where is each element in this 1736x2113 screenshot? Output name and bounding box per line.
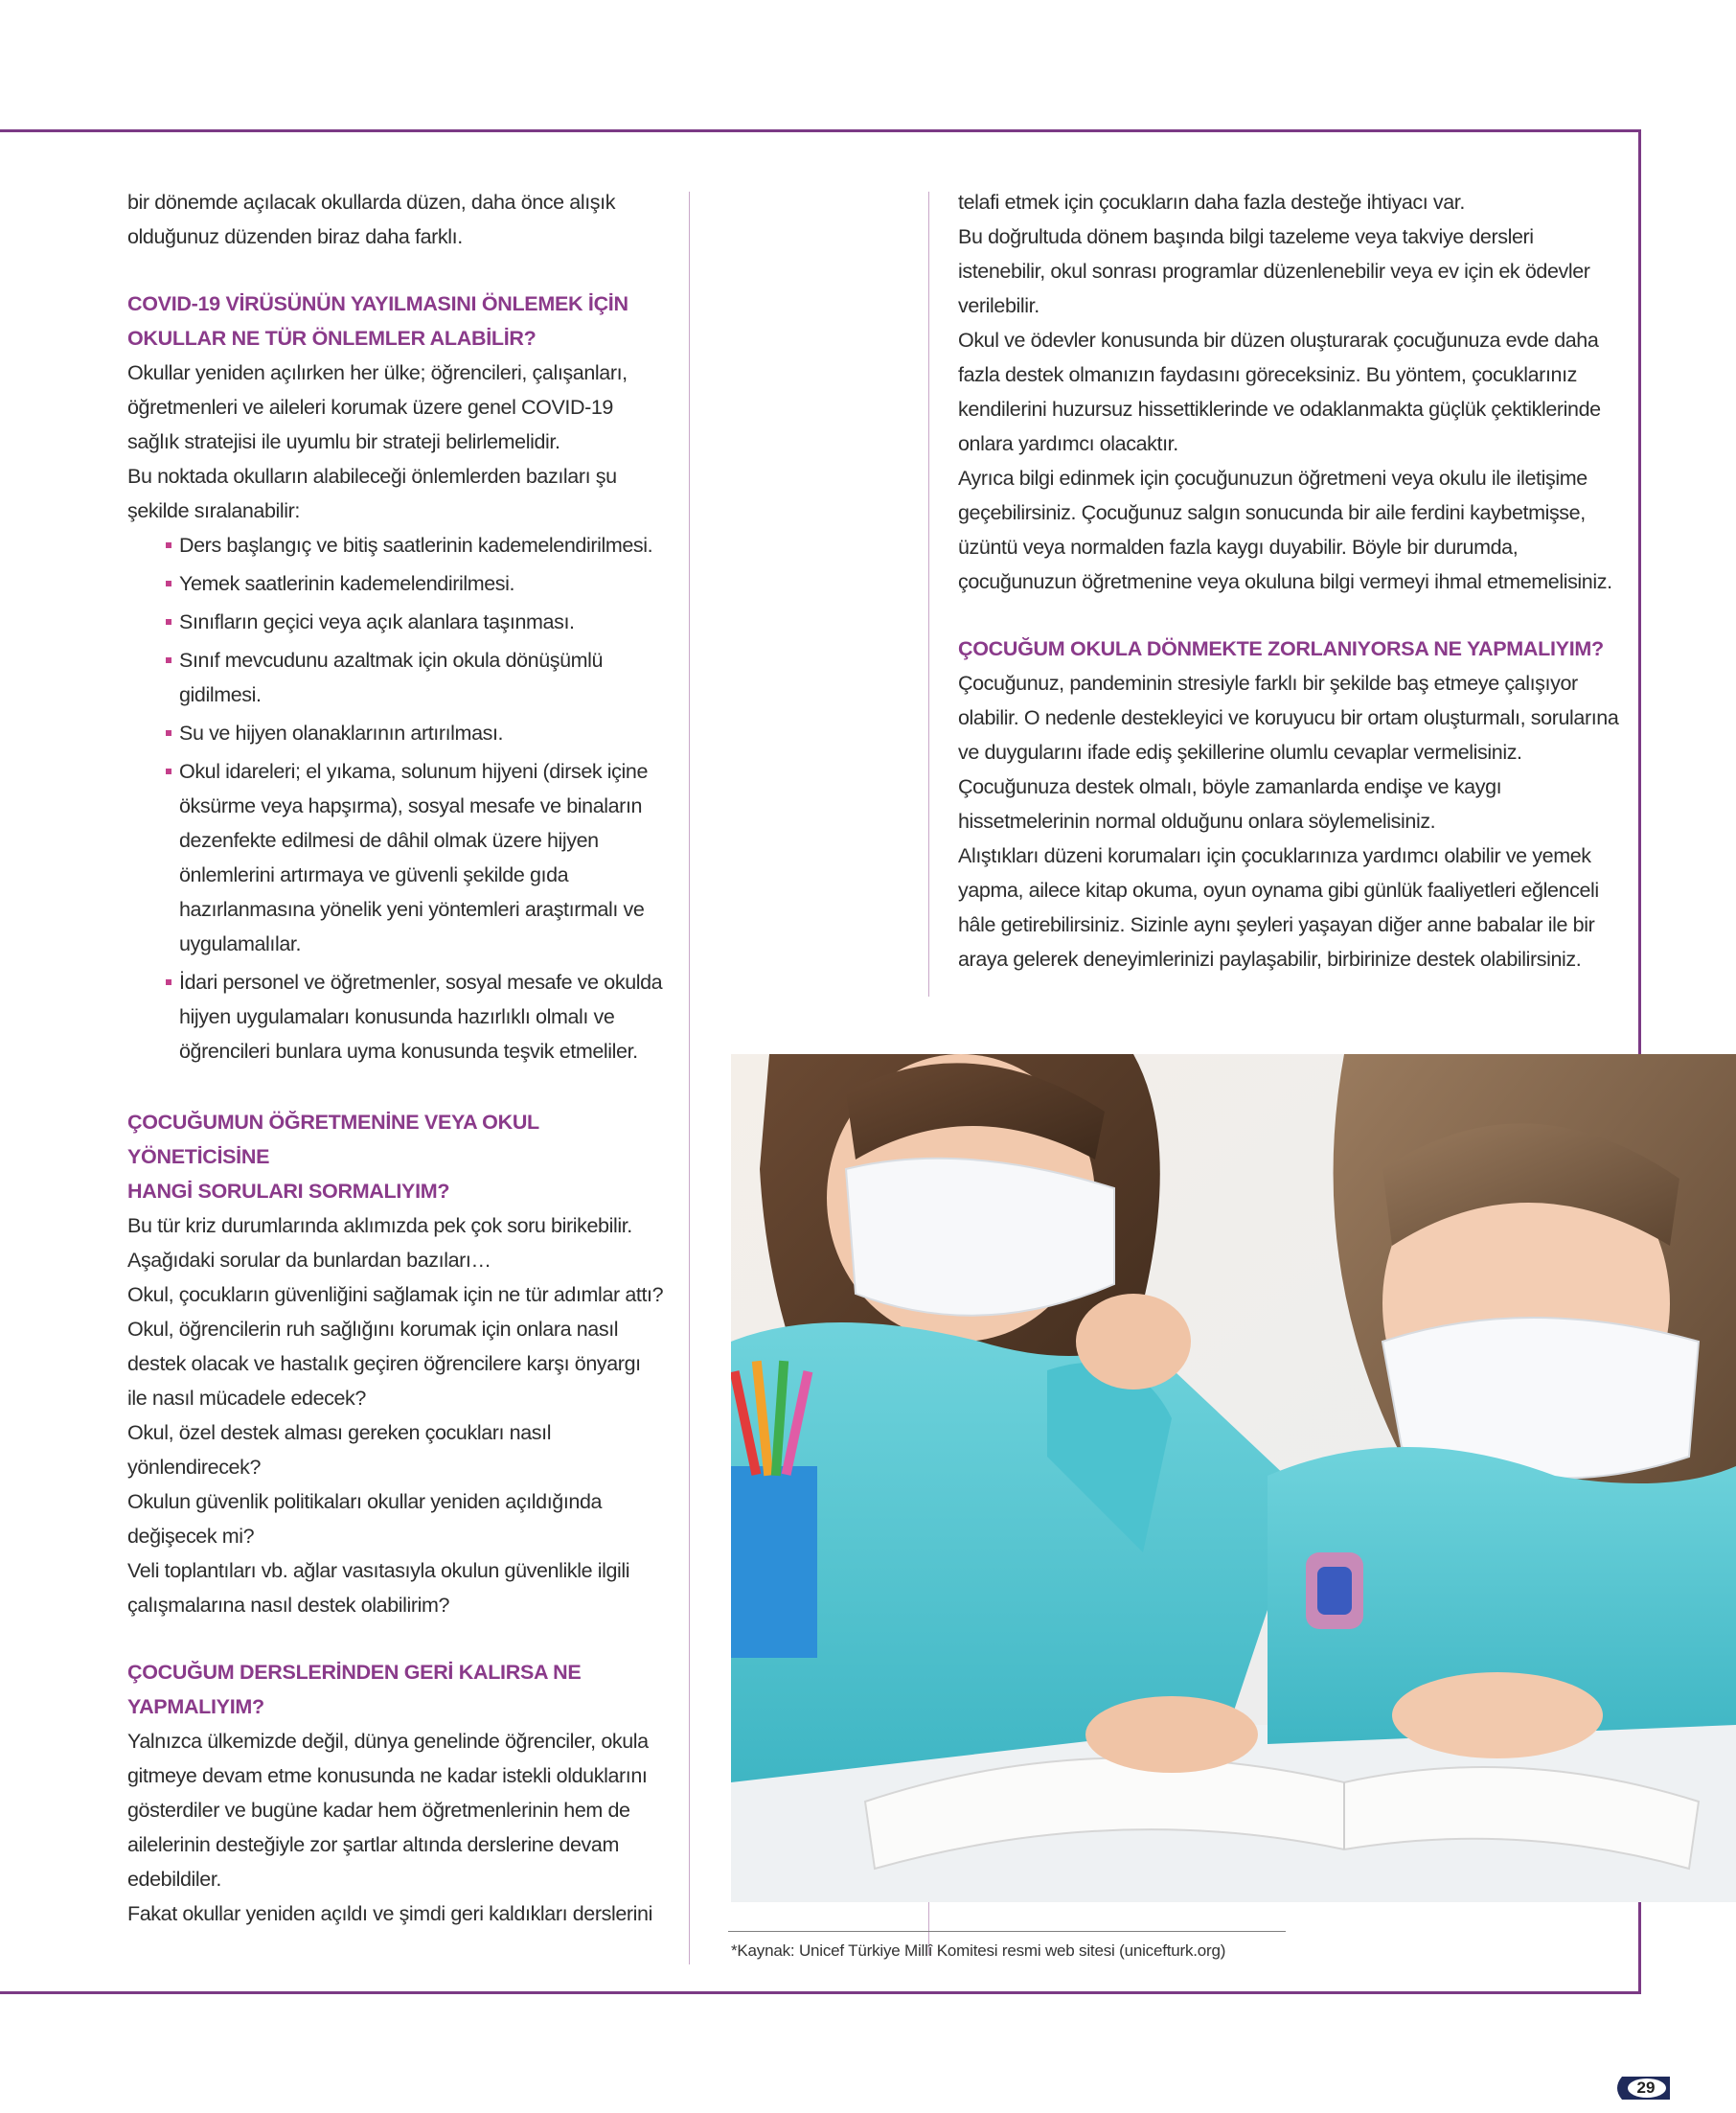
list-item: Okul idareleri; el yıkama, solunum hijyeni (dirsek içine öksürme veya hapşırma), sosyal mesafe ve binaların dezenfekte edilmesi de dâhil olmak üzere hijyen önlemlerini artırmaya ve güvenli şekilde gıda hazırlanmasına yönelik yeni yöntemleri araştırmalı ve uygulamalılar. bbox=[166, 754, 664, 961]
frame-top-border bbox=[0, 129, 1641, 132]
paragraph: Yalnızca ülkemizde değil, dünya genelinde öğrenciler, okula gitmeye devam etme konusunda ne kadar istekli olduklarını gösterdiler ve bugüne kadar hem öğretmenlerinin hem de ailelerinin desteğiyle zor şartlar altında derslerine devam edebildiler. bbox=[127, 1730, 649, 1891]
column-divider-right bbox=[928, 192, 929, 997]
list-item: Yemek saatlerinin kademelendirilmesi. bbox=[166, 566, 664, 601]
heading-line: YAPMALIYIM? bbox=[127, 1695, 264, 1718]
list-item: Ders başlangıç ve bitiş saatlerinin kademelendirilmesi. bbox=[166, 528, 664, 563]
frame-bottom-border bbox=[0, 1991, 1641, 1994]
photo-illustration bbox=[731, 1054, 1736, 1902]
section-heading-return-difficulty: ÇOCUĞUM OKULA DÖNMEKTE ZORLANIYORSA NE YAPMALIYIM? bbox=[958, 637, 1604, 660]
section-heading-teacher-questions bbox=[127, 1105, 664, 1208]
paragraph: Okul, özel destek alması gereken çocukları nasıl yönlendirecek? bbox=[127, 1421, 552, 1479]
paragraph: Fakat okullar yeniden açıldı ve şimdi geri kaldıkları derslerini bbox=[127, 1902, 652, 1925]
heading-line: HANGİ SORULARI SORMALIYIM? bbox=[127, 1180, 450, 1203]
left-column bbox=[127, 185, 664, 1931]
heading-line: ÇOCUĞUM DERSLERİNDEN GERİ KALIRSA NE bbox=[127, 1661, 582, 1684]
paragraph: Veli toplantıları vb. ağlar vasıtasıyla okulun güvenlikle ilgili çalışmalarına nasıl destek olabilirim? bbox=[127, 1559, 630, 1617]
measures-list bbox=[127, 528, 664, 1068]
paragraph: telafi etmek için çocukların daha fazla desteğe ihtiyacı var. bbox=[958, 191, 1465, 214]
paragraph: Bu tür kriz durumlarında aklımızda pek çok soru birikebilir. Aşağıdaki sorular da bunlardan bazıları… bbox=[127, 1214, 632, 1272]
right-column bbox=[958, 185, 1619, 976]
paragraph: Okul, öğrencilerin ruh sağlığını korumak için onlara nasıl destek olacak ve hastalık geçiren öğrencilere karşı önyargı ile nasıl mücadele edecek? bbox=[127, 1318, 641, 1410]
frame-right-border-lower bbox=[1638, 1902, 1641, 1994]
paragraph: Okullar yeniden açılırken her ülke; öğrencileri, çalışanları, öğretmenleri ve aileleri korumak üzere genel COVID-19 sağlık stratejisi ile uyumlu bir strateji belirlemelidir. bbox=[127, 361, 628, 453]
intro-line-1: bir dönemde açılacak okullarda düzen, daha önce alışık bbox=[127, 191, 616, 214]
frame-right-border bbox=[1638, 129, 1641, 1054]
paragraph: Ayrıca bilgi edinmek için çocuğunuzun öğretmeni veya okulu ile iletişime geçebilirsiniz. Çocuğunuz salgın sonucunda bir aile ferdini kaybetmişse, üzüntü veya normalden fazla kaygı duyabilir. Böyle bir durumda, çocuğunuzun öğretmenine veya okuluna bilgi vermeyi ihmal etmemelisiniz. bbox=[958, 467, 1612, 593]
photo-girls-reading bbox=[731, 1054, 1736, 1902]
column-divider bbox=[689, 192, 690, 1964]
paragraph: Alıştıkları düzeni korumaları için çocuklarınıza yardımcı olabilir ve yemek yapma, ailece kitap okuma, oyun oynama gibi günlük faaliyetleri eğlenceli hâle getirebilirsiniz. Sizinle aynı şeyleri yaşayan diğer anne babalar ile bir araya gelerek deneyimlerinizi paylaşabilir, birbirinize destek olabilirsiniz. bbox=[958, 844, 1599, 971]
paragraph: Bu noktada okulların alabileceği önlemlerden bazıları şu şekilde sıralanabilir: bbox=[127, 465, 617, 522]
section-heading-covid-measures bbox=[127, 287, 664, 356]
list-item: İdari personel ve öğretmenler, sosyal mesafe ve okulda hijyen uygulamaları konusunda hazırlıklı olmalı ve öğrencileri bunlara uyma konusunda teşvik etmeliler. bbox=[166, 965, 664, 1068]
paragraph: Okulun güvenlik politikaları okullar yeniden açıldığında değişecek mi? bbox=[127, 1490, 603, 1548]
list-item: Sınıfların geçici veya açık alanlara taşınması. bbox=[166, 605, 664, 639]
list-item: Sınıf mevcudunu azaltmak için okula dönüşümlü gidilmesi. bbox=[166, 643, 664, 712]
list-item: Su ve hijyen olanaklarının artırılması. bbox=[166, 716, 664, 750]
heading-line: ÇOCUĞUMUN ÖĞRETMENİNE VEYA OKUL YÖNETİCİSİNE bbox=[127, 1111, 539, 1168]
intro-line-2: olduğunuz düzenden biraz daha farklı. bbox=[127, 225, 463, 248]
heading-line: OKULLAR NE TÜR ÖNLEMLER ALABİLİR? bbox=[127, 327, 537, 350]
paragraph: Okul, çocukların güvenliğini sağlamak için ne tür adımlar attı? bbox=[127, 1283, 664, 1306]
paragraph: Çocuğunuz, pandeminin stresiyle farklı bir şekilde baş etmeye çalışıyor olabilir. O nedenle destekleyici ve koruyucu bir ortam oluşturmalı, sorularına ve duygularını ifade ediş şekillerine olumlu cevaplar vermelisiniz. Çocuğunuza destek olmalı, böyle zamanlarda endişe ve kaygı hissetmelerinin normal olduğunu onlara söylemelisiniz. bbox=[958, 672, 1619, 833]
heading-line: COVID-19 VİRÜSÜNÜN YAYILMASINI ÖNLEMEK İÇİN bbox=[127, 292, 628, 315]
section-heading-falling-behind bbox=[127, 1655, 664, 1724]
page-number: 29 bbox=[1636, 2079, 1656, 2097]
paragraph: Bu doğrultuda dönem başında bilgi tazeleme veya takviye dersleri istenebilir, okul sonrası programlar düzenlenebilir veya ev için ek ödevler verilebilir. bbox=[958, 225, 1590, 317]
source-rule bbox=[728, 1931, 1286, 1932]
paragraph: Okul ve ödevler konusunda bir düzen oluşturarak çocuğunuza evde daha fazla destek olmanızın faydasını göreceksiniz. Bu yöntem, çocuklarınız kendilerini huzursuz hissettiklerinde ve odaklanmakta güçlük çektiklerinde onlara yardımcı olacaktır. bbox=[958, 329, 1601, 455]
source-note: *Kaynak: Unicef Türkiye Millî Komitesi resmi web sitesi (unicefturk.org) bbox=[731, 1941, 1226, 1960]
